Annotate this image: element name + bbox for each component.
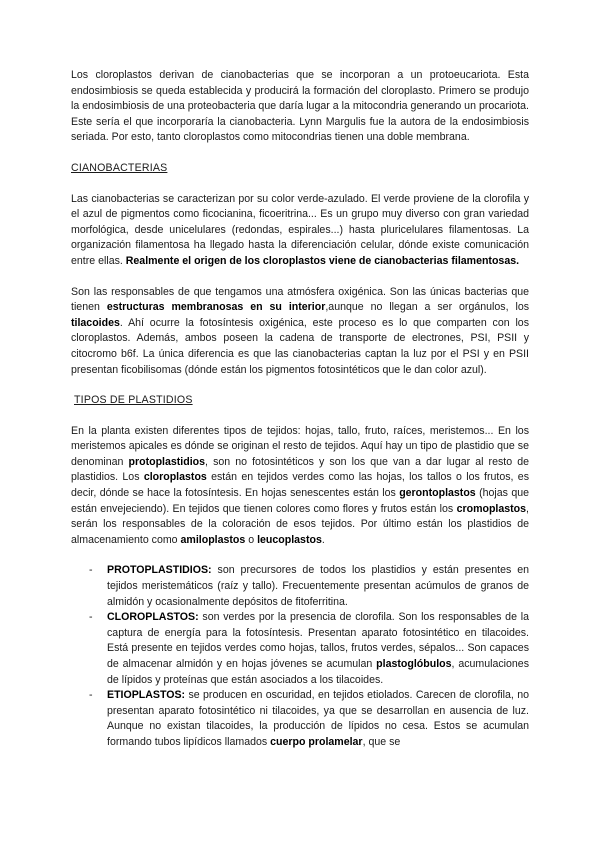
section-heading-cianobacterias: CIANOBACTERIAS — [71, 161, 168, 174]
list-text: se producen en oscuridad, en tejidos etiolados. Carecen de clorofila, no presentan aparato fotosintético ni tilacoides, ya que se desarrollan en ausencia de luz. Aunque no existan tilacoides, la producción de lípidos no cesa. Estos se acumulan formando tubos lipídicos llamados — [107, 689, 529, 748]
paragraph-text: ,aunque no llegan a ser orgánulos, los — [325, 301, 530, 314]
list-text: son precursores de todos los plastidios y están presentes en tejidos meristemáticos (raíz y tallo). Frecuentemente presentan acúmulos de granos de almidón y ocasionalmente depósitos de fitoferritina. — [107, 564, 529, 608]
bold-term: protoplastidios — [128, 455, 206, 468]
bold-term: plastoglóbulos — [376, 658, 452, 670]
section-heading-tipos-plastidios: TIPOS DE PLASTIDIOS — [74, 394, 193, 407]
list-bullet: - — [89, 611, 93, 624]
paragraph-text: . — [321, 533, 325, 546]
paragraph-text: (hojas que están envejeciendo). En tejidos que tienen colores como flores y frutos están los — [71, 487, 530, 515]
paragraph-text: En la planta existen diferentes tipos de tejidos: hojas, tallo, fruto, raíces, meristemos... En los meristemos apicales es dónde se originan el resto de tejidos. Aquí hay un tipo de plastidio que se denominan — [71, 424, 529, 468]
paragraph-text: o — [245, 533, 258, 546]
cianobacterias-paragraph-1 — [71, 192, 529, 270]
list-text: , acumulaciones de lípidos y proteínas que están asociados a los tilacoides. — [107, 658, 529, 686]
list-text: , que se — [362, 735, 401, 748]
plastidios-paragraph-1 — [71, 424, 529, 549]
list-term: ETIOPLASTOS: — [107, 689, 186, 702]
list-item-cloroplastos — [71, 610, 529, 688]
cianobacterias-paragraph-2 — [71, 285, 529, 379]
paragraph-text: están en tejidos verdes como las hojas, los tallos o los frutos, es decir, dónde se hace la fotosíntesis. En hojas senescentes están los — [71, 471, 529, 500]
list-term: PROTOPLASTIDIOS: — [107, 564, 212, 577]
bold-term: cromoplastos — [456, 502, 527, 515]
bold-term: estructuras membranosas en su interior — [106, 301, 326, 314]
list-item-etioplastos — [71, 688, 529, 750]
list-item-protoplastidios — [71, 563, 529, 610]
bold-term: leucoplastos — [257, 533, 322, 546]
paragraph-text: Son las responsables de que tengamos una atmósfera oxigénica. Son las únicas bacterias que tienen — [71, 285, 529, 314]
bold-term: cuerpo prolamelar — [270, 735, 363, 748]
list-term: CLOROPLASTOS: — [107, 611, 199, 624]
bold-term: gerontoplastos — [399, 487, 476, 500]
bold-statement: Realmente el origen de los cloroplastos viene de cianobacterias filamentosas. — [125, 254, 520, 267]
paragraph-text: , serán los responsables de la coloración de esos tejidos. Por último están los plastidios de almacenamiento como — [71, 502, 529, 546]
bold-term: amiloplastos — [180, 533, 246, 546]
list-bullet: - — [89, 564, 93, 577]
bold-term: tilacoides — [71, 316, 120, 329]
paragraph-text: Las cianobacterias se caracterizan por su color verde-azulado. El verde proviene de la clorofila y el azul de pigmentos como ficocianina, ficoeritrina... Es un grupo muy diverso con gran variedad morfológica, desde unicelulares (redondas, espirales...) hasta pluricelulares filamentosas. La organización filamentosa ha llegado hasta la diferenciación celular, dónde existe comunicación entre ellas. — [71, 192, 529, 267]
intro-paragraph: Los cloroplastos derivan de cianobacterias que se incorporan a un protoeucariota. Esta endosimbiosis se queda establecida y producirá la formación del cloroplasto. Primero se produjo la endosimbiosis de una proteobacteria que daría lugar a la mitocondria generando un procariota. Este sería el que incorporaría la cianobacteria. Lynn Margulis fue la autora de la endosimbiosis seriada. Por esto, tanto cloroplastos como mitocondrias tienen una doble membrana. — [71, 69, 529, 144]
list-bullet: - — [89, 689, 93, 702]
paragraph-text: . Ahí ocurre la fotosíntesis oxigénica, este proceso es lo que comparten con los cloroplastos. Además, ambos poseen la cadena de transporte de electrones, PSI, PSII y citocromo b6f. La única diferencia es que las cianobacterias captan la luz por el PSI y en PSII presentan ficobilisomas (dónde están los pigmentos fotosintéticos que le dan color azul). — [71, 316, 529, 376]
bold-term: cloroplastos — [143, 471, 207, 484]
list-text: son verdes por la presencia de clorofila. Son los responsables de la captura de energía para la fotosíntesis. Presentan aparato fotosintético en tilacoides. Está presente en tejidos verdes como hojas, tallos, frutos verdes, sépalos... Son capaces de almacenar almidón y en hojas jóvenes se acumulan — [107, 611, 529, 670]
plastid-types-list — [71, 563, 529, 750]
paragraph-text: , son no fotosintéticos y son los que van a dar lugar al resto de plastidios. Los — [71, 455, 529, 484]
